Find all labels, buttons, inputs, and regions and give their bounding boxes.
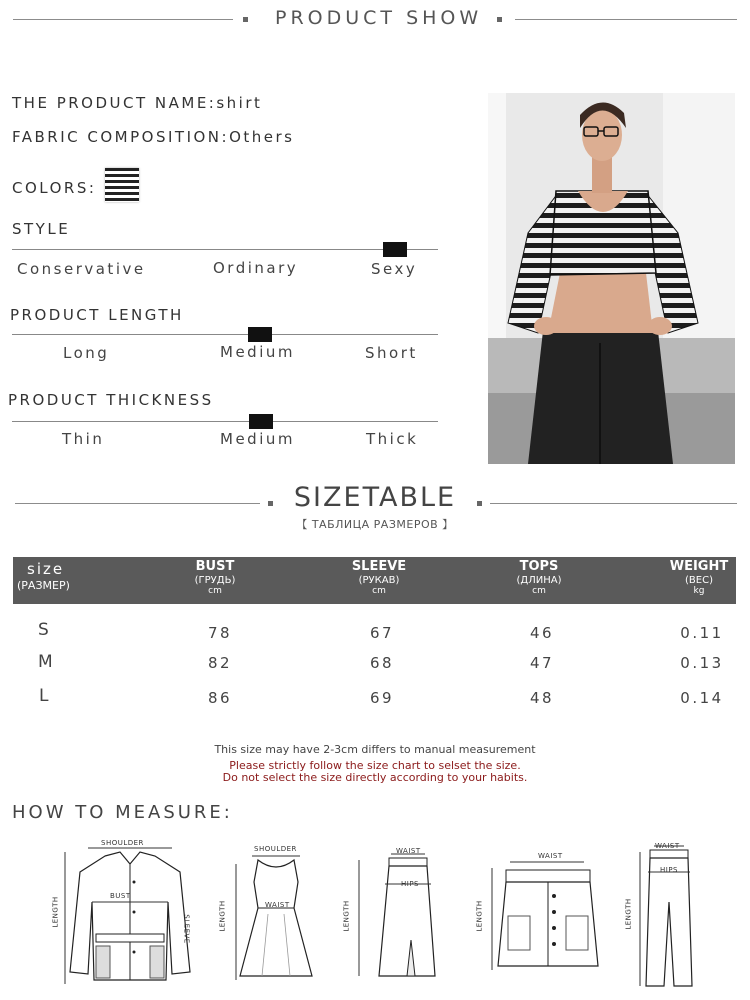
dress-shoulder-label: SHOULDER (254, 845, 297, 853)
thickness-option-thin: Thin (62, 430, 105, 448)
style-scale-marker (383, 242, 407, 257)
header-weight (659, 557, 739, 597)
style-option-conservative: Conservative (17, 260, 146, 278)
row-l-bust: 86 (207, 689, 233, 707)
row-s-sleeve: 67 (369, 624, 395, 642)
thickness-option-thick: Thick (366, 430, 419, 448)
header-weight-sub: (ВЕС) (685, 574, 713, 586)
header-sleeve-unit: cm (372, 586, 386, 597)
header-weight-name: WEIGHT (669, 559, 729, 574)
header-size (13, 557, 83, 593)
skirt-waist-label: WAIST (396, 847, 421, 855)
header-dot-left (243, 17, 248, 22)
header-sleeve (339, 557, 419, 597)
warning-note-1: Please strictly follow the size chart to selset the size. (229, 759, 521, 772)
jacket-shoulder-label: SHOULDER (101, 839, 144, 847)
product-name-label: THE PRODUCT NAME: (12, 94, 217, 112)
skirt-outline-icon (355, 850, 435, 980)
dress-waist-label: WAIST (265, 901, 290, 909)
dress-length-label: LENGTH (218, 900, 227, 932)
row-l-sleeve: 69 (369, 689, 395, 707)
shorts-length-label: LENGTH (475, 900, 484, 932)
row-l-tops: 48 (529, 689, 555, 707)
product-name (12, 94, 262, 112)
jacket-sleeve-label: SLEEVE (182, 914, 191, 944)
thickness-option-medium: Medium (220, 430, 295, 448)
row-m-bust: 82 (207, 654, 233, 672)
length-scale-line (12, 334, 438, 335)
header-tops (499, 557, 579, 597)
header-bust-name: BUST (195, 559, 235, 574)
row-l-size: L (39, 686, 49, 706)
skirt-hips-label: HIPS (401, 880, 419, 888)
pants-hips-label: HIPS (660, 866, 678, 874)
header-line-left (13, 19, 233, 20)
dress-outline-icon (232, 852, 312, 992)
header-tops-sub: (ДЛИНА) (516, 574, 562, 586)
header-sleeve-name: SLEEVE (351, 559, 407, 574)
measurement-note: This size may have 2-3cm differs to manual measurement (214, 743, 536, 756)
style-option-sexy: Sexy (371, 260, 418, 278)
sizetable-dot-right (477, 501, 482, 506)
row-s-tops: 46 (529, 624, 555, 642)
length-option-long: Long (63, 344, 110, 362)
skirt-length-label: LENGTH (342, 900, 351, 932)
pants-outline-icon (636, 842, 696, 992)
header-size-sub: (РАЗМЕР) (17, 579, 70, 593)
row-l-weight: 0.14 (680, 689, 724, 707)
length-option-short: Short (365, 344, 418, 362)
header-dot-right (497, 17, 502, 22)
sizetable-subtitle: 【 ТАБЛИЦА РАЗМЕРОВ 】 (296, 518, 454, 531)
warning-note-2: Do not select the size directly according to your habits. (222, 771, 528, 784)
thickness-scale-marker (249, 414, 273, 429)
style-option-ordinary: Ordinary (213, 259, 299, 277)
header-tops-name: TOPS (519, 559, 559, 574)
header-weight-unit: kg (693, 586, 705, 597)
header-size-name: size (27, 560, 65, 578)
sizetable-title: SIZETABLE (293, 482, 457, 513)
jacket-length-label: LENGTH (51, 896, 60, 928)
pants-waist-label: WAIST (655, 842, 680, 850)
model-photo (488, 93, 735, 464)
header-line-right (515, 19, 737, 20)
length-option-medium: Medium (220, 343, 295, 361)
thickness-label: PRODUCT THICKNESS (8, 391, 214, 409)
row-s-bust: 78 (207, 624, 233, 642)
pants-length-label: LENGTH (624, 898, 633, 930)
row-m-weight: 0.13 (680, 654, 724, 672)
row-s-weight: 0.11 (680, 624, 724, 642)
row-m-tops: 47 (529, 654, 555, 672)
fabric-composition (12, 128, 294, 146)
style-scale-line (12, 249, 438, 250)
fabric-value: Others (229, 128, 295, 146)
jacket-bust-label: BUST (110, 892, 131, 900)
thickness-scale-line (12, 421, 438, 422)
length-scale-marker (248, 327, 272, 342)
style-label: STYLE (12, 220, 71, 238)
row-s-size: S (38, 620, 49, 640)
row-m-sleeve: 68 (369, 654, 395, 672)
jacket-outline-icon (60, 842, 200, 992)
product-show-title: PRODUCT SHOW (275, 7, 483, 29)
header-tops-unit: cm (532, 586, 546, 597)
size-table-header (13, 557, 736, 604)
how-to-measure-title: HOW TO MEASURE: (12, 802, 233, 823)
header-bust-sub: (ГРУДЬ) (194, 574, 236, 586)
shorts-waist-label: WAIST (538, 852, 563, 860)
colors-label: COLORS: (12, 179, 97, 197)
row-m-size: M (38, 652, 53, 672)
fabric-label: FABRIC COMPOSITION: (12, 128, 230, 146)
product-name-value: shirt (216, 94, 263, 112)
header-bust (175, 557, 255, 597)
length-label: PRODUCT LENGTH (10, 306, 184, 324)
sizetable-line-right (490, 503, 737, 504)
header-bust-unit: cm (208, 586, 222, 597)
header-sleeve-sub: (РУКАВ) (358, 574, 400, 586)
shorts-outline-icon (488, 856, 598, 976)
color-swatch-stripe[interactable] (105, 168, 139, 202)
